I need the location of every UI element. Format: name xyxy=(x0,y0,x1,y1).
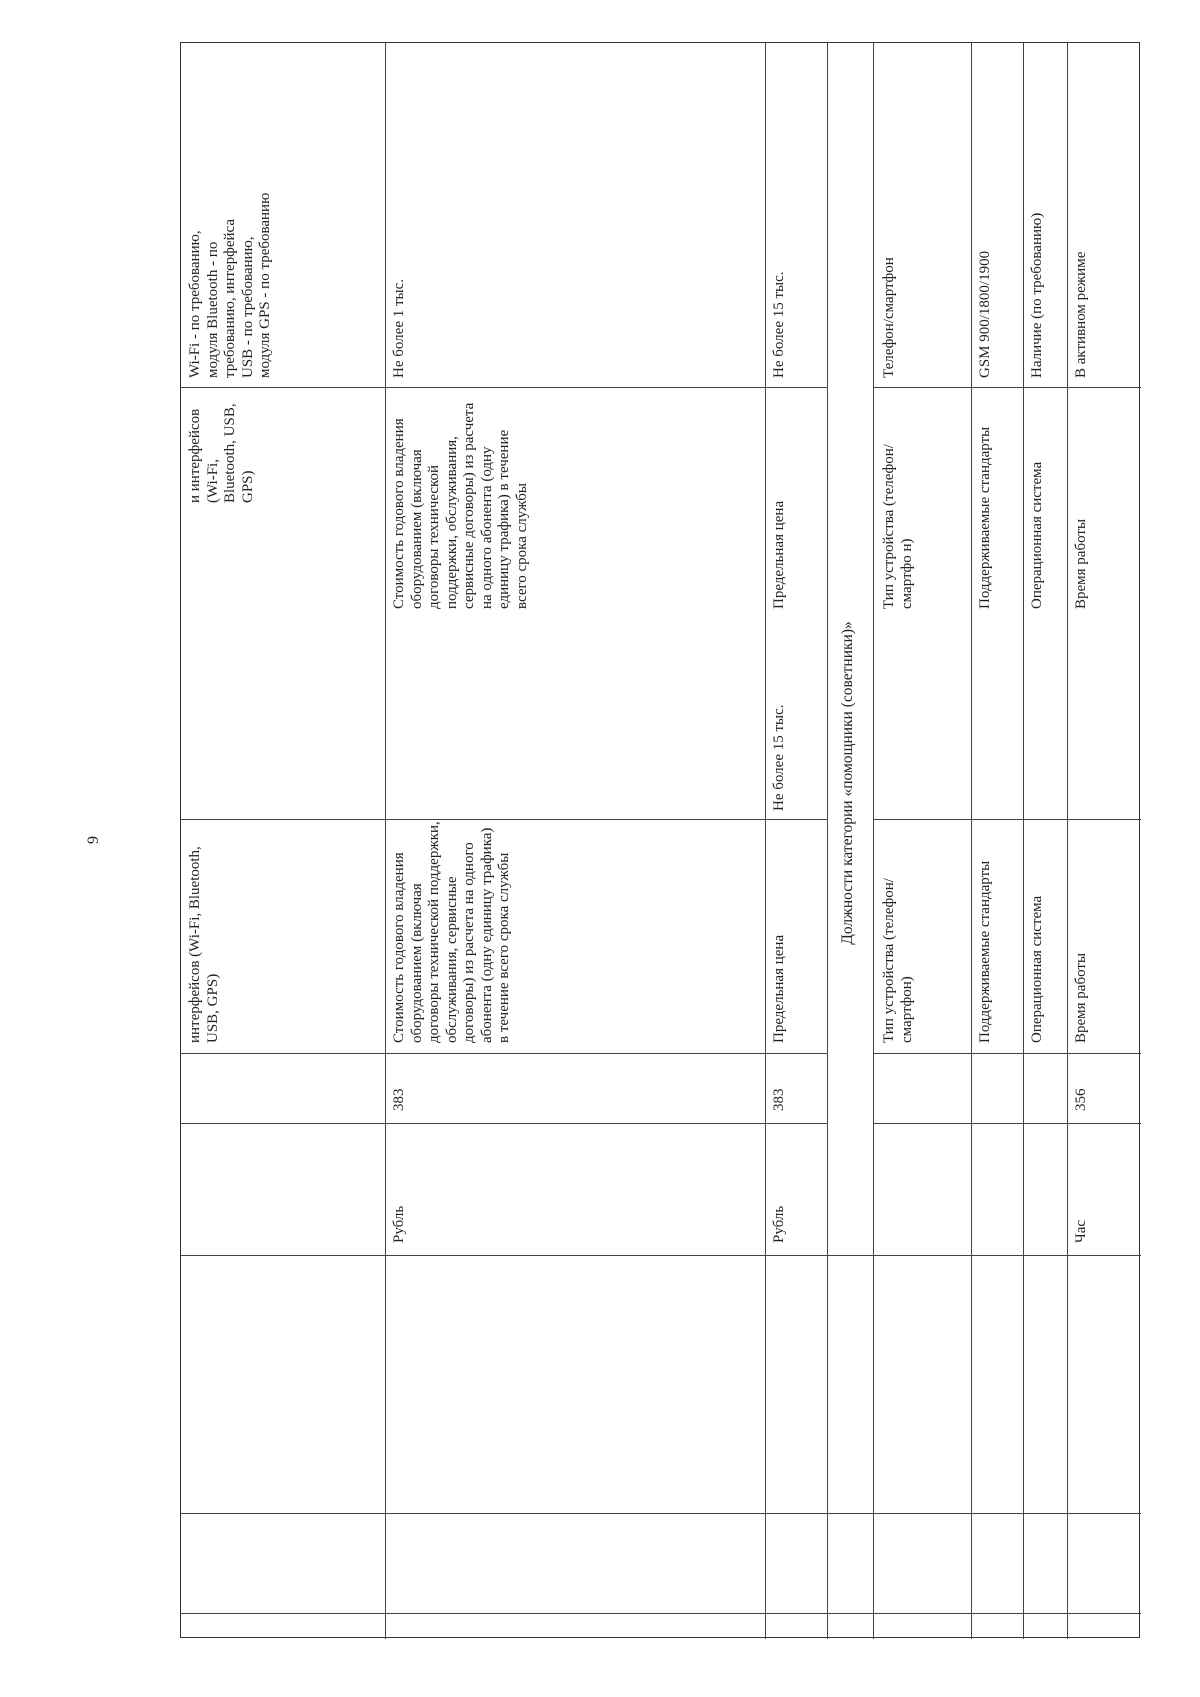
row7-unit: Час xyxy=(1073,1219,1089,1243)
row4-characteristic-2: Тип устройства (телефон/смартфо н) xyxy=(881,444,915,609)
row-divider xyxy=(765,43,766,1639)
row-divider xyxy=(827,43,828,1639)
row7-code: 356 xyxy=(1073,1088,1089,1111)
page-number: 9 xyxy=(85,836,102,844)
column-divider xyxy=(181,819,827,820)
row3-code: 383 xyxy=(771,1088,787,1111)
column-divider xyxy=(181,1053,827,1054)
row1-characteristic-1: интерфейсов (Wi-Fi, Bluetooth, USB, GPS) xyxy=(187,846,221,1043)
row2-characteristic-2: Стоимость годового владения оборудованием (включая договоры технической поддержки, обслуживания, сервисные договоры) из расчета на одного абонента (одну единицу трафика) в течение всего срока службы xyxy=(391,402,530,609)
column-divider xyxy=(181,1613,1141,1614)
row1-value-2: Wi-Fi - по требованию, модуля Bluetooth - по требованию, интерфейса USB - по требованию, модуля GPS - по требованию xyxy=(187,192,273,378)
row2-unit: Рубль xyxy=(391,1205,407,1243)
row5-value-2: GSM 900/1800/1900 xyxy=(977,250,993,378)
row4-value-2: Телефон/смартфон xyxy=(881,257,897,378)
row7-value-2: В активном режиме xyxy=(1073,251,1089,378)
row-divider xyxy=(1023,43,1024,1639)
row2-code: 383 xyxy=(391,1088,407,1111)
column-divider xyxy=(181,1123,827,1124)
row-divider xyxy=(971,43,972,1639)
row6-value-2: Наличие (по требованию) xyxy=(1029,212,1045,378)
column-divider xyxy=(873,387,1141,388)
row3-characteristic-2: Предельная цена xyxy=(771,500,787,609)
row2-characteristic-1: Стоимость годового владения оборудованием (включая договоры технической поддержки, обслуживания, сервисные договоры) из расчета на одного абонента (одну единицу трафика) в течение всего срока службы xyxy=(391,821,512,1043)
column-divider xyxy=(873,1053,1141,1054)
row3-unit: Рубль xyxy=(771,1205,787,1243)
row5-characteristic-2: Поддерживаемые стандарты xyxy=(977,426,993,609)
row6-characteristic-1: Операционная система xyxy=(1029,895,1045,1043)
row5-characteristic-1: Поддерживаемые стандарты xyxy=(977,860,993,1043)
row3-characteristic-1: Предельная цена xyxy=(771,934,787,1043)
row7-characteristic-2: Время работы xyxy=(1073,518,1089,609)
section-header: Должности категории «помощники (советники)» xyxy=(839,621,856,945)
column-divider xyxy=(181,1255,1141,1256)
row-divider xyxy=(385,43,386,1639)
row2-value-2: Не более 1 тыс. xyxy=(391,278,407,378)
column-divider xyxy=(873,819,1141,820)
row4-characteristic-1: Тип устройства (телефон/смартфон) xyxy=(881,878,915,1043)
row-divider xyxy=(873,43,874,1639)
row7-characteristic-1: Время работы xyxy=(1073,952,1089,1043)
column-divider xyxy=(181,387,827,388)
row3-value-1: Не более 15 тыс. xyxy=(771,704,787,811)
column-divider xyxy=(873,1123,1141,1124)
row3-value-2: Не более 15 тыс. xyxy=(771,271,787,378)
row1-characteristic-2: и интерфейсов (Wi-Fi, Bluetooth, USB, GPS) xyxy=(187,403,256,503)
row6-characteristic-2: Операционная система xyxy=(1029,461,1045,609)
specification-table xyxy=(180,42,1140,1638)
column-divider xyxy=(181,1513,1141,1514)
